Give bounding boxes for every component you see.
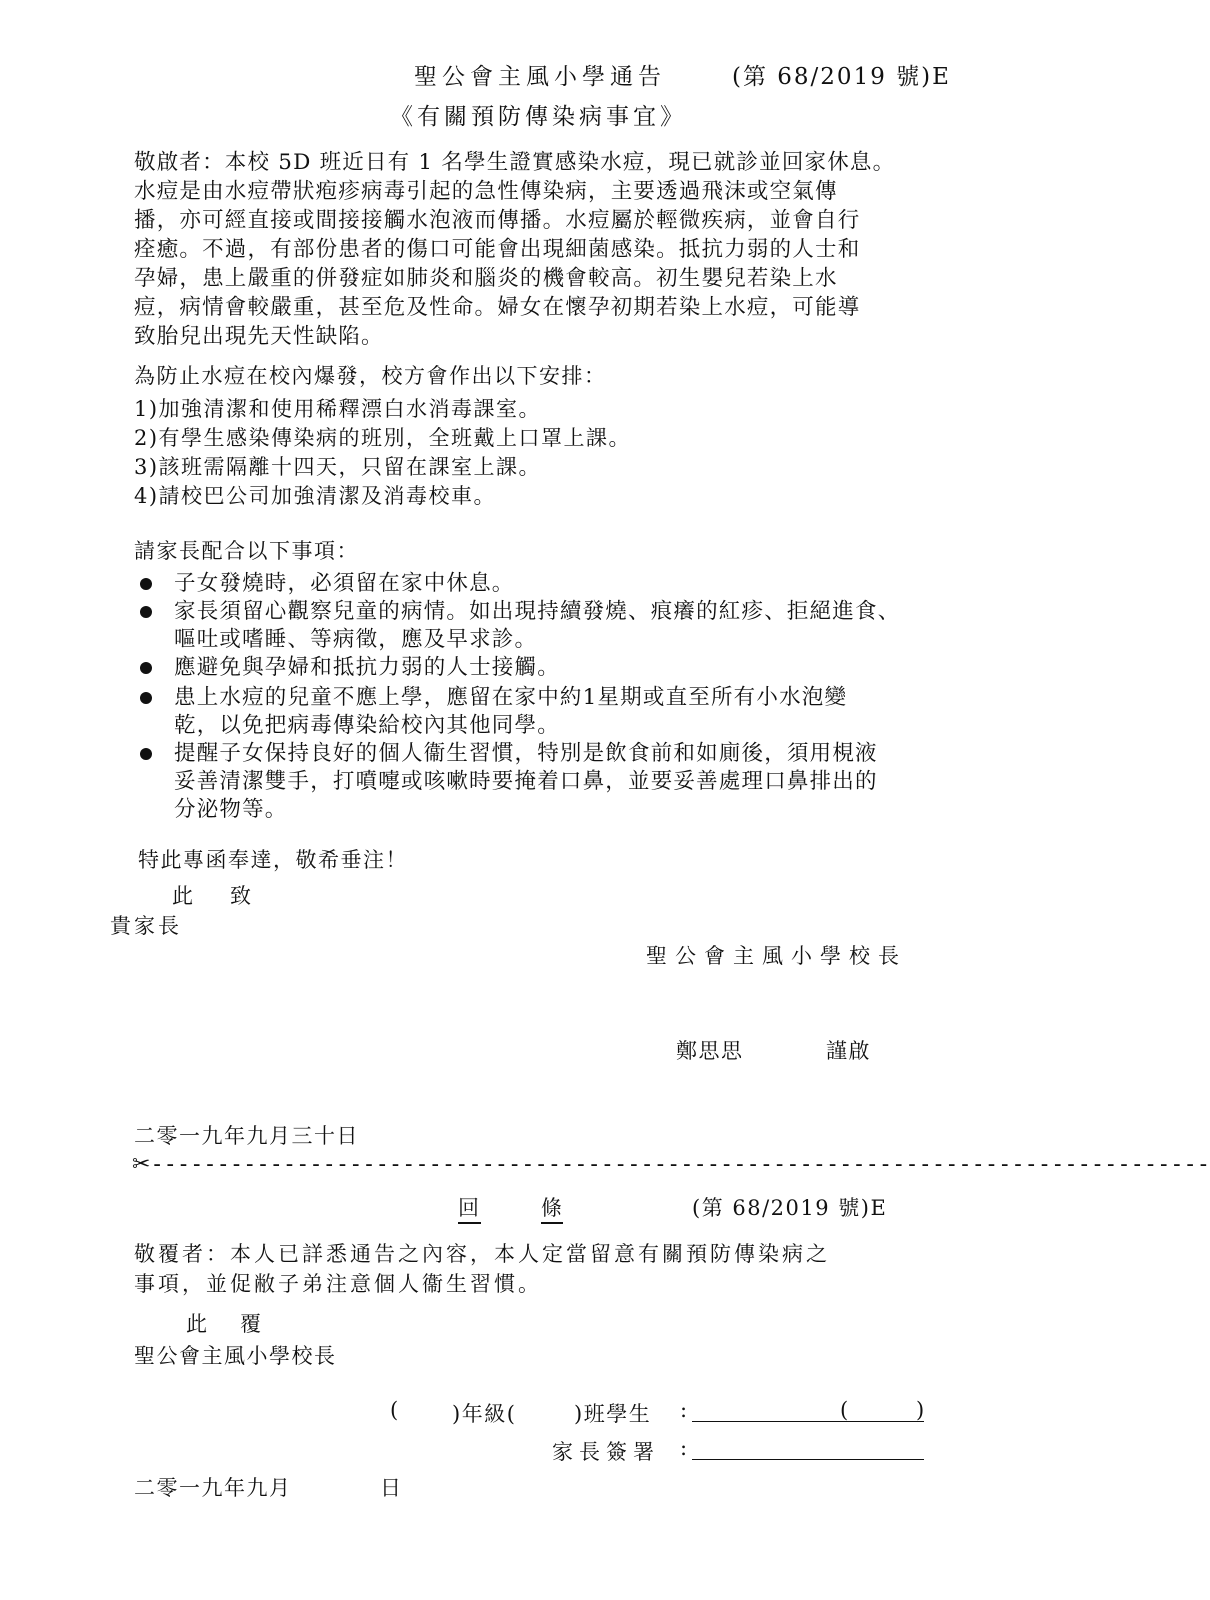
intro-line: 敬啟者：本校 5D 班近日有 1 名學生證實感染水痘，現已就診並回家休息。 [134, 150, 896, 175]
closing-remark: 特此專函奉達，敬希垂注！ [138, 848, 408, 872]
intro-paragraph [134, 148, 970, 351]
student-no-close: ) [916, 1398, 926, 1422]
scissors-icon: ✂ [132, 1152, 151, 1177]
bullet-icon [140, 692, 152, 704]
notice-subject: 《有關預防傳染病事宜》 [390, 104, 687, 130]
bullet-icon [140, 662, 152, 674]
bullet-icon [140, 748, 152, 760]
student-colon: : [680, 1398, 689, 1422]
parent-signature-field[interactable] [692, 1459, 924, 1460]
grade-label: )年級( [452, 1402, 517, 1426]
reply-day-label: 日 [380, 1476, 403, 1500]
reply-title: 回 條 [458, 1192, 563, 1224]
dashed-line: -------------------------------------------------------------------------------- [150, 1152, 1210, 1177]
measure-item: 4)請校巴公司加強清潔及消毒校車。 [134, 484, 497, 508]
signer-title: 聖公會主風小學校長 [646, 944, 907, 968]
salutation-zhi: 致 [230, 884, 253, 908]
intro-line: 致胎兒出現先天性缺陷。 [134, 324, 384, 349]
recipient: 貴家長 [110, 914, 182, 938]
intro-line: 孕婦，患上嚴重的併發症如肺炎和腦炎的機會較高。初生嬰兒若染上水 [134, 266, 838, 291]
signature-label: 家長簽署 [552, 1440, 660, 1464]
grade-open-paren: ( [390, 1398, 400, 1422]
cut-line [132, 1152, 1210, 1177]
measure-item: 3)該班需隔離十四天，只留在課室上課。 [134, 455, 542, 479]
bullet-icon [140, 578, 152, 590]
intro-line: 痘，病情會較嚴重，甚至危及性命。婦女在懷孕初期若染上水痘，可能導 [134, 295, 861, 320]
intro-line: 痊癒。不過，有部份患者的傷口可能會出現細菌感染。抵抗力弱的人士和 [134, 237, 861, 262]
parents-heading: 請家長配合以下事項： [134, 539, 359, 563]
reply-notice-number: (第 68/2019 號)E [692, 1196, 888, 1220]
intro-line: 播，亦可經直接或間接接觸水泡液而傳播。水痘屬於輕微疾病，並會自行 [134, 208, 861, 233]
student-no-open: ( [840, 1398, 850, 1422]
reply-line: 事項，並促敝子弟注意個人衞生習慣。 [134, 1272, 542, 1296]
salutation-ci: 此 [172, 884, 195, 908]
signer-name: 鄭思思 [676, 1039, 744, 1063]
notice-number: (第 68/2019 號)E [732, 64, 951, 90]
signer-suffix: 謹啟 [826, 1039, 871, 1063]
measure-item: 1)加強清潔和使用稀釋漂白水消毒課室。 [134, 397, 542, 421]
notice-date: 二零一九年九月三十日 [134, 1124, 359, 1148]
measure-item: 2)有學生感染傳染病的班別，全班戴上口罩上課。 [134, 426, 632, 450]
reply-date: 二零一九年九月 [134, 1476, 292, 1500]
reply-ci: 此 [186, 1312, 209, 1336]
signature-colon: : [680, 1436, 689, 1460]
measures-heading: 為防止水痘在校內爆發，校方會作出以下安排： [134, 364, 607, 388]
school-notice-title: 聖公會主風小學通告 [414, 64, 666, 90]
reply-fu: 覆 [240, 1312, 263, 1336]
class-label: )班學生 [574, 1402, 652, 1426]
student-name-field[interactable] [692, 1421, 924, 1422]
bullet-icon [140, 606, 152, 618]
reply-addressee: 聖公會主風小學校長 [134, 1344, 337, 1368]
intro-line: 水痘是由水痘帶狀疱疹病毒引起的急性傳染病，主要透過飛沫或空氣傳 [134, 179, 838, 204]
reply-line: 敬覆者：本人已詳悉通告之內容，本人定當留意有關預防傳染病之 [134, 1242, 830, 1266]
